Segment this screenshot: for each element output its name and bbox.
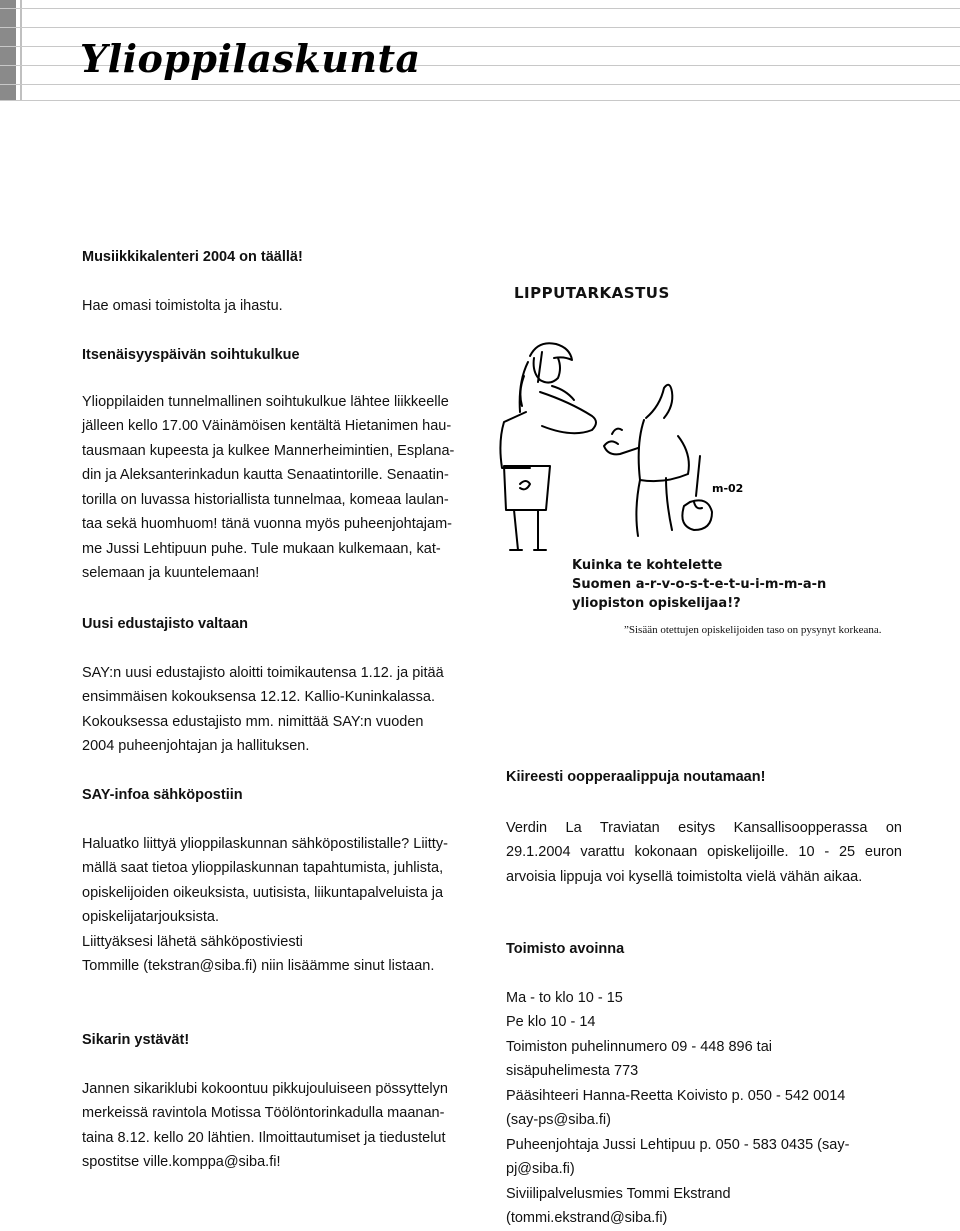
sayinfo-heading: SAY-infoa sähköpostiin [82, 787, 243, 803]
ooppera-line: Verdin La Traviatan esitys Kansallisoopperassa on [506, 819, 902, 836]
sayinfo-line: Liittyäksesi lähetä sähköpostiviesti [82, 933, 303, 950]
itsenaisyys-line: me Jussi Lehtipuun puhe. Tule mukaan kulkemaan, kat- [82, 540, 441, 557]
sikari-line: spostitse ville.komppa@siba.fi! [82, 1154, 281, 1170]
cartoon-caption-line: yliopiston opiskelijaa!? [572, 596, 741, 611]
cartoon-title: LIPPUTARKASTUS [514, 284, 670, 302]
margin-bar-thin [20, 0, 22, 100]
itsenaisyys-line: jälleen kello 17.00 Väinämöisen kentältä Hietanimen hau- [82, 418, 452, 434]
cartoon-quote: ”Sisään otettujen opiskelijoiden taso on pysynyt korkeana. [624, 624, 882, 636]
toimisto-heading: Toimisto avoinna [506, 941, 625, 957]
ooppera-line: 29.1.2004 varattu kokonaan opiskelijoille. 10 - 25 euron [506, 844, 902, 860]
toimisto-section [506, 937, 902, 1231]
rule-line [0, 8, 960, 9]
itsenaisyys-line: taa sekä huomhuom! tänä vuonna myös puheenjohtajam- [82, 516, 452, 532]
itsenaisyys-line: tausmaan kupeesta ja kulkee Mannerheimintien, Esplana- [82, 442, 455, 459]
toimisto-line: Pe klo 10 - 14 [506, 1014, 596, 1030]
sayinfo-line: opiskelijatarjouksista. [82, 909, 220, 925]
edustajisto-heading: Uusi edustajisto valtaan [82, 616, 248, 632]
toimisto-line: Puheenjohtaja Jussi Lehtipuu p. 050 - 583 0435 (say- [506, 1136, 850, 1153]
ooppera-heading: Kiireesti oopperaalippuja noutamaan! [506, 769, 766, 785]
edustajisto-line: ensimmäisen kokouksensa 12.12. Kallio-Kuninkalassa. [82, 689, 436, 705]
sikari-line: Jannen sikariklubi kokoontuu pikkujouluiseen pössyttelyn [82, 1080, 448, 1097]
itsenaisyys-line: torilla on luvassa historiallista tunnelmaa, komeaa laulan- [82, 491, 449, 508]
edustajisto-line: Kokouksessa edustajisto mm. nimittää SAY:n vuoden [82, 713, 424, 730]
sayinfo-section [82, 783, 478, 979]
musiikki-section [82, 245, 478, 318]
ooppera-section [506, 765, 902, 889]
toimisto-line: sisäpuhelimesta 773 [506, 1063, 639, 1079]
musiikki-heading: Musiikkikalenteri 2004 on täällä! [82, 249, 303, 265]
toimisto-line: Ma - to klo 10 - 15 [506, 989, 623, 1006]
ooppera-line: arvoisia lippuja voi kysellä toimistolta vielä vähän aikaa. [506, 868, 863, 885]
edustajisto-section [82, 612, 478, 759]
toimisto-line: (say-ps@siba.fi) [506, 1112, 611, 1128]
toimisto-line: Pääsihteeri Hanna-Reetta Koivisto p. 050 - 542 0014 [506, 1087, 846, 1104]
sikari-section [82, 1028, 478, 1175]
margin-bar [0, 0, 16, 100]
sikari-line: taina 8.12. kello 20 lähtien. Ilmoittautumiset ja tiedustelut [82, 1129, 446, 1146]
rule-line [0, 27, 960, 28]
itsenaisyys-line: selemaan ja kuuntelemaan! [82, 565, 260, 581]
sayinfo-line: Tommille (tekstran@siba.fi) niin lisäämme sinut listaan. [82, 958, 435, 974]
itsenaisyys-heading: Itsenäisyyspäivän soihtukulkue [82, 347, 300, 363]
cartoon-drawing [490, 316, 920, 556]
toimisto-line: Siviilipalvelusmies Tommi Ekstrand [506, 1185, 731, 1202]
page-title: Ylioppilaskunta [80, 36, 421, 81]
edustajisto-line: SAY:n uusi edustajisto aloitti toimikautensa 1.12. ja pitää [82, 664, 444, 681]
cartoon-caption [572, 556, 826, 613]
cartoon-caption-line: Kuinka te kohtelette [572, 558, 723, 573]
itsenaisyys-section [82, 343, 478, 586]
musiikki-text: Hae omasi toimistolta ja ihastu. [82, 297, 283, 314]
cartoon-signature: m-02 [712, 482, 744, 495]
edustajisto-line: 2004 puheenjohtajan ja hallituksen. [82, 738, 310, 754]
sayinfo-line: mällä saat tietoa ylioppilaskunnan tapahtumista, juhlista, [82, 860, 444, 876]
lipputarkastus-cartoon [490, 280, 920, 650]
sayinfo-line: opiskelijoiden oikeuksista, uutisista, liikuntapalveluista ja [82, 884, 444, 901]
sikari-line: merkeissä ravintola Motissa Töölöntorinkadulla maanan- [82, 1105, 445, 1121]
sayinfo-line: Haluatko liittyä ylioppilaskunnan sähköpostilistalle? Liitty- [82, 835, 448, 852]
rule-line [0, 100, 960, 101]
cartoon-caption-line: Suomen a-r-v-o-s-t-e-t-u-i-m-m-a-n [572, 577, 827, 592]
itsenaisyys-line: din ja Aleksanterinkadun kautta Senaatintorille. Senaatin- [82, 467, 449, 483]
itsenaisyys-line: Ylioppilaiden tunnelmallinen soihtukulkue lähtee liikkeelle [82, 393, 449, 410]
sikari-heading: Sikarin ystävät! [82, 1032, 190, 1048]
toimisto-line: (tommi.ekstrand@siba.fi) [506, 1210, 668, 1226]
rule-line [0, 84, 960, 85]
toimisto-line: pj@siba.fi) [506, 1161, 575, 1177]
toimisto-line: Toimiston puhelinnumero 09 - 448 896 tai [506, 1038, 772, 1055]
